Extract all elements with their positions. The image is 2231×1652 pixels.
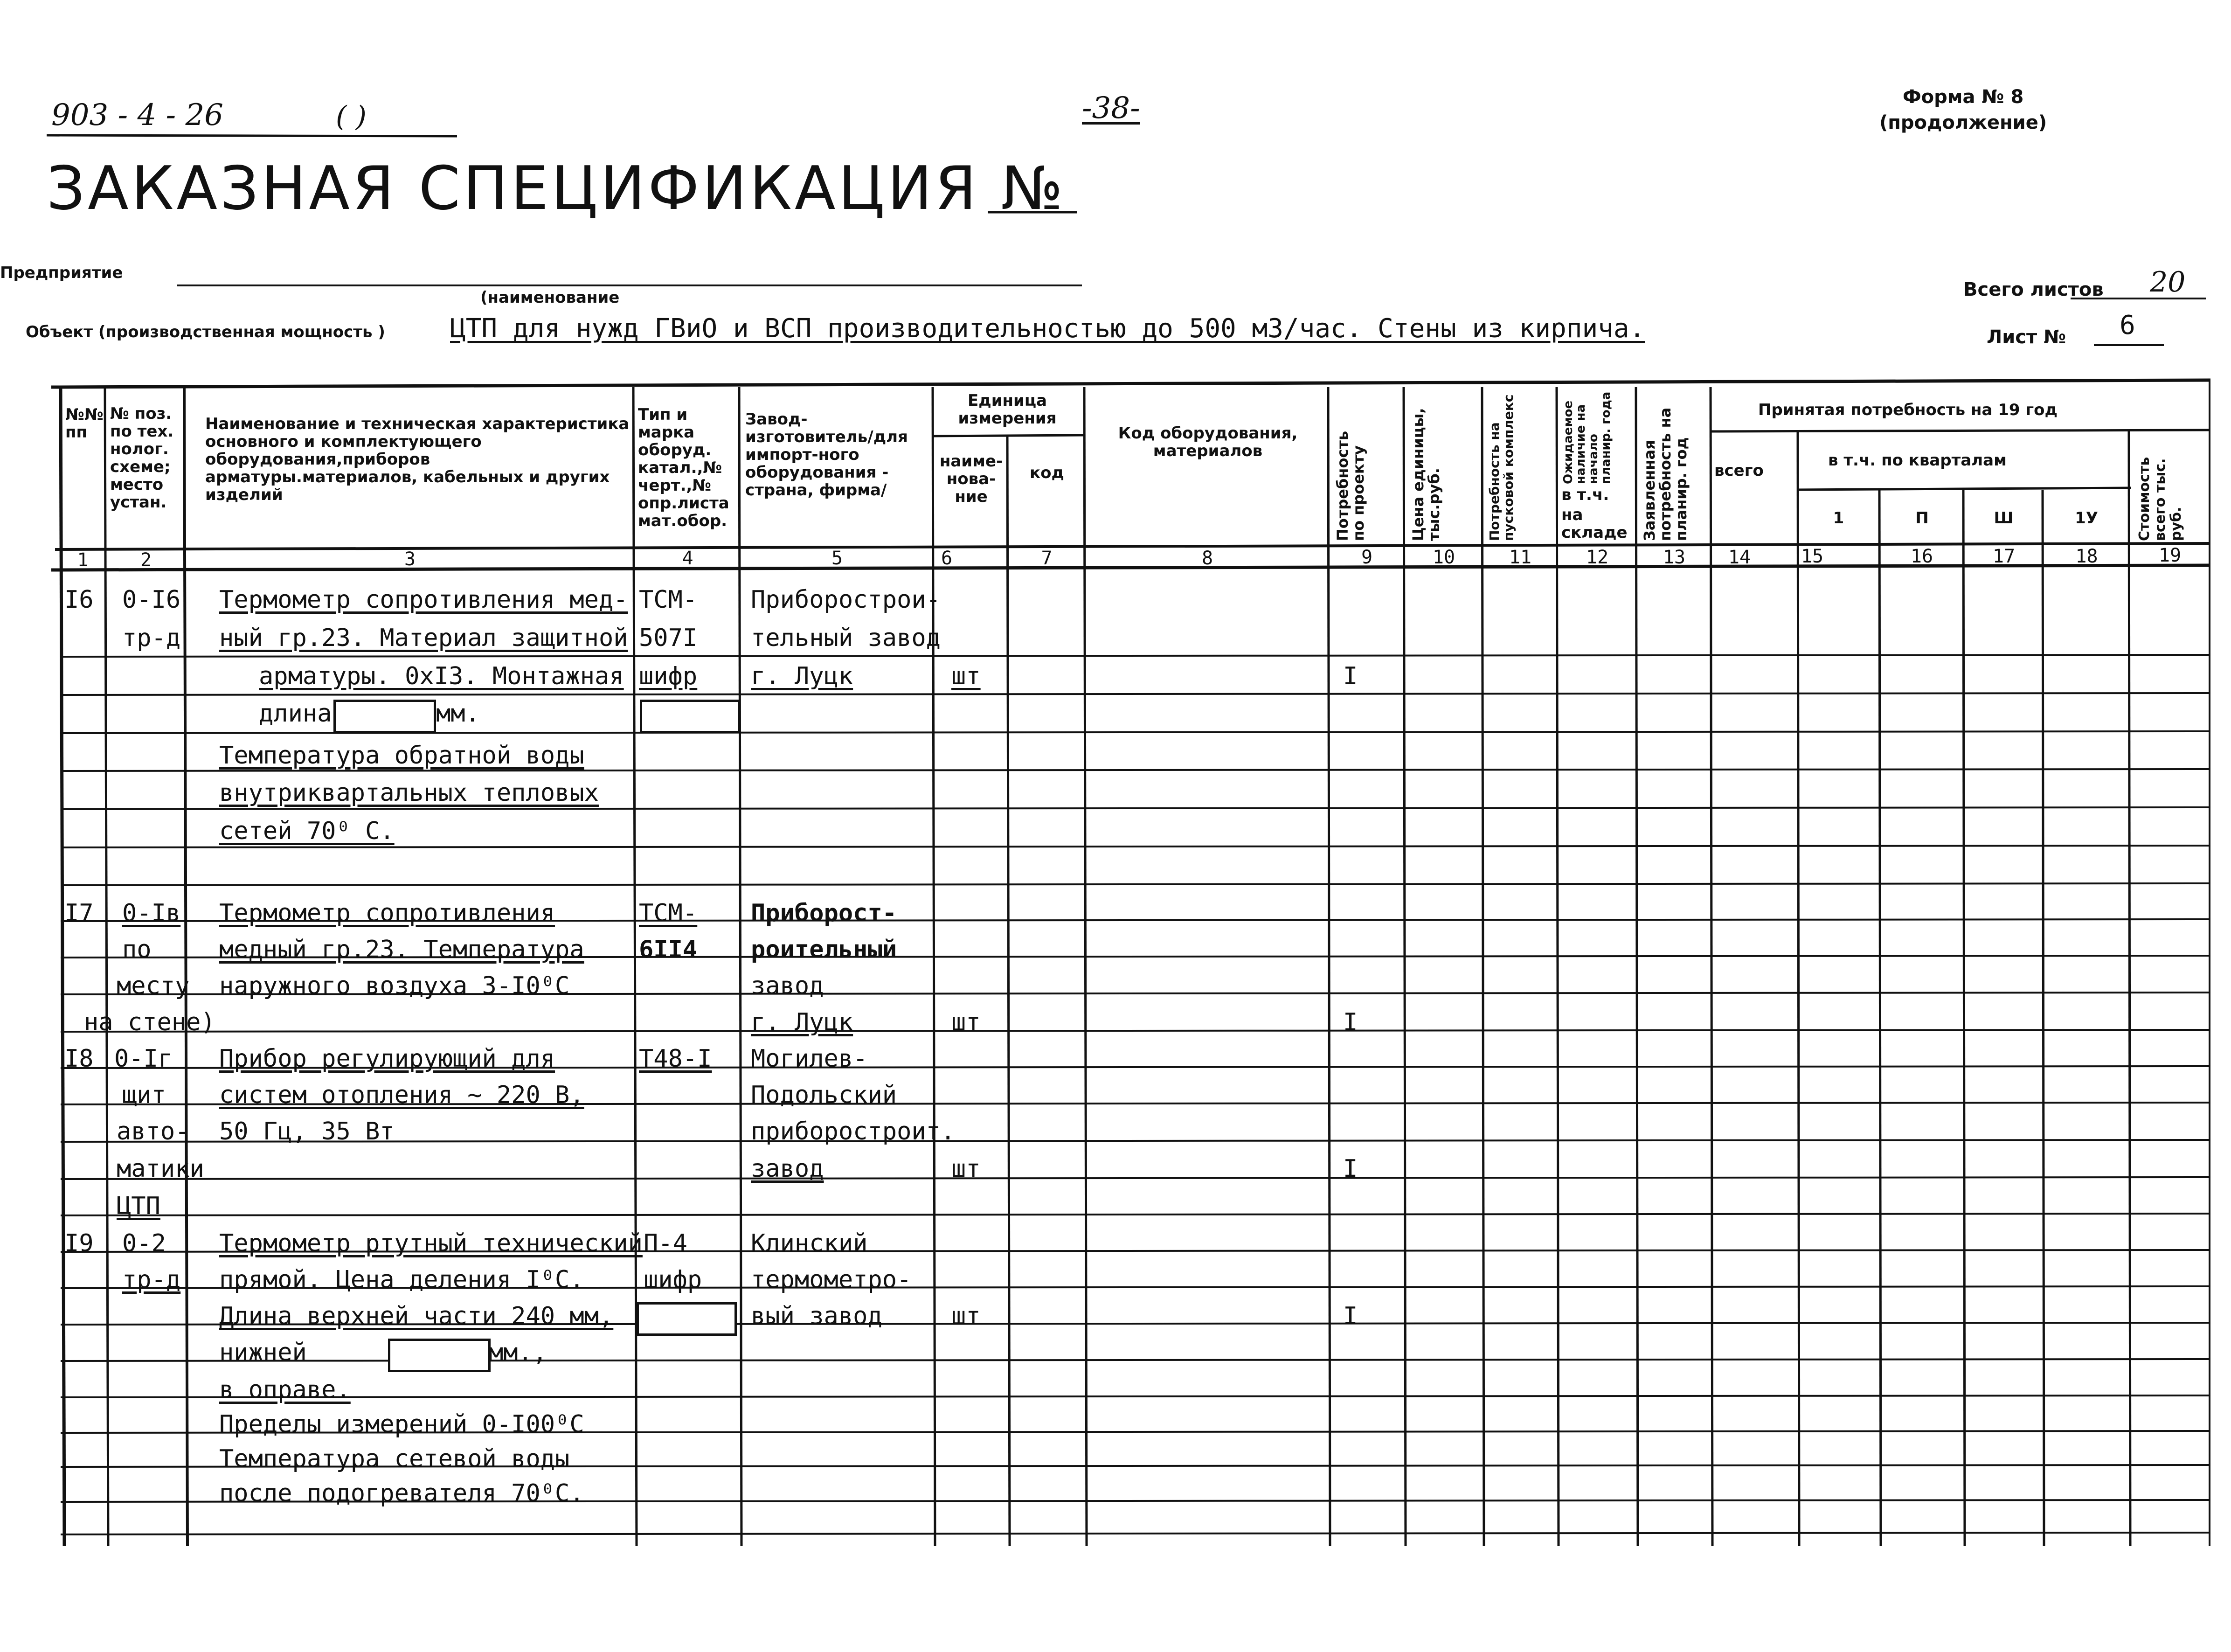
row16-maker: Приборострои- (751, 586, 941, 614)
col-header-2: № поз. по тех. нолог. схеме; место устан. (110, 405, 174, 511)
row17-num: I7 (64, 899, 94, 927)
col-number: 2 (140, 549, 152, 571)
doc-code: 903 - 4 - 26 (51, 98, 223, 132)
row17-type: ТСМ- (639, 899, 698, 927)
col-header-q4: 1У (2075, 509, 2098, 527)
row17-name: Термометр сопротивления (219, 899, 555, 927)
col-number: 9 (1361, 547, 1373, 568)
row18-name: систем отопления ~ 220 В, (219, 1081, 584, 1109)
row18-type: Т48-I (639, 1045, 712, 1073)
col-number: 8 (1201, 548, 1213, 569)
col-number: 12 (1586, 547, 1609, 568)
col-header-3: Наименование и техническая характеристика основного и комплектующего оборудования,приборов арматуры.материалов, кабельных и других изделий (205, 415, 630, 504)
row19-maker: термометро- (751, 1266, 912, 1294)
row17-qty: I (1343, 1008, 1358, 1036)
row18-pos: ЦТП (117, 1192, 160, 1220)
row16-name: ный гр.23. Материал защитной (219, 624, 628, 652)
col-number: 17 (1992, 546, 2016, 567)
col-header-10: Цена единицы, тыс.руб. (1409, 408, 1443, 541)
row17-maker: г. Луцк (751, 1008, 853, 1036)
object-label: Объект (производственная мощность ) (26, 323, 385, 341)
row16-name: Термометр сопротивления мед- (219, 586, 628, 614)
col-number: 1 (77, 549, 89, 571)
row18-maker: приборостроит. (751, 1118, 956, 1145)
row19-type: П-4 (644, 1229, 687, 1257)
row19-name: Температура сетевой воды (219, 1445, 570, 1473)
row19-num: I9 (64, 1229, 94, 1257)
row16-type: ТСМ- (639, 586, 698, 614)
col-header-8: Код оборудования, материалов (1118, 424, 1298, 460)
row19-qty: I (1343, 1302, 1358, 1330)
row16-name: внутриквартальных тепловых (219, 779, 599, 807)
row19-cipher-blank (637, 1302, 737, 1336)
col-number: 10 (1432, 547, 1455, 568)
col-header-12-top: Ожидаемое наличие на начало планир. года (1561, 391, 1613, 484)
col-header-14: всего (1714, 462, 1764, 479)
row19-unit: шт (951, 1302, 981, 1330)
row19-name: мм., (489, 1339, 547, 1367)
col-number: 14 (1728, 547, 1751, 568)
col-header-13: Заявленная потребность на планир. год (1641, 407, 1690, 541)
row19-name: нижней (219, 1339, 307, 1367)
row18-qty: I (1343, 1155, 1358, 1183)
sheet-value: 6 (2120, 310, 2135, 340)
form-sub: (продолжение) (1879, 112, 2047, 133)
sheet-label: Лист № (1987, 326, 2066, 348)
page-title: ЗАКАЗНАЯ СПЕЦИФИКАЦИЯ № (47, 154, 1066, 223)
col-number: 3 (404, 548, 416, 570)
col-number: 13 (1663, 547, 1686, 568)
row19-name: Термометр ртутный технический (219, 1229, 643, 1257)
col-header-19: Стоимость всего тыс. руб. (2136, 457, 2184, 541)
row19-name: Длина верхней части 240 мм, (219, 1302, 614, 1330)
col-number: 11 (1509, 547, 1532, 568)
row18-pos: матики (117, 1155, 204, 1183)
row18-unit: шт (951, 1155, 981, 1183)
row18-name: 50 Гц, 35 Вт (219, 1118, 395, 1145)
row16-num: I6 (64, 586, 94, 614)
row16-name: мм. (436, 700, 480, 728)
row19-pos: 0-2 (122, 1229, 166, 1257)
row18-maker: Подольский (751, 1081, 897, 1109)
row17-pos: на стене) (84, 1008, 215, 1036)
row17-maker: роительный (751, 936, 897, 964)
col-header-5: Завод-изготовитель/для импорт-ного оборудования - страна, фирма/ (745, 410, 908, 499)
row19-name: в оправе. (219, 1376, 351, 1404)
row16-name: арматуры. 0хI3. Монтажная (259, 662, 624, 690)
row17-name: наружного воздуха 3-I0⁰С (219, 972, 570, 1000)
col-header-9: Потребность по проекту (1334, 430, 1367, 541)
row18-maker: Могилев- (751, 1045, 868, 1073)
row19-maker: вый завод (751, 1302, 882, 1330)
row17-maker: завод (751, 972, 824, 1000)
col-header-q2: П (1915, 509, 1929, 527)
row16-pos: 0-I6 (122, 586, 181, 614)
row17-maker: Приборост- (751, 899, 897, 927)
col-number: 7 (1041, 548, 1053, 569)
row17-name: медный гр.23. Температура (219, 936, 584, 964)
row16-cipher-blank (640, 700, 740, 733)
row16-unit: шт (951, 662, 981, 690)
doc-code-paren: ( ) (336, 100, 367, 133)
row17-pos: по (122, 936, 152, 964)
total-sheets-label: Всего листов (1963, 279, 2104, 300)
row19-name: прямой. Цена деления I⁰С. (219, 1266, 584, 1294)
col-number: 6 (941, 548, 953, 569)
row16-name: длина (259, 700, 332, 728)
row17-type: 6II4 (639, 936, 698, 964)
col-number: 4 (682, 548, 693, 569)
col-number: 5 (831, 548, 843, 569)
row18-name: Прибор регулирующий для (219, 1045, 555, 1073)
object-text: ЦТП для нужд ГВиО и ВСП производительностью до 500 м3/час. Стены из кирпича. (450, 313, 1645, 344)
row18-pos: авто- (117, 1118, 190, 1145)
row16-type: 507I (639, 624, 698, 652)
page-number: -38- (1082, 91, 1140, 125)
col-header-12-bot: на складе (1561, 506, 1628, 541)
col-number: 15 (1801, 546, 1824, 567)
enterprise-label: Предприятие (0, 264, 123, 282)
col-header-11: Потребность на пусковой комплекс (1487, 394, 1516, 541)
col-header-12-mid: в т.ч. (1561, 486, 1609, 504)
col-header-7: код (1030, 464, 1064, 482)
row19-length-blank (388, 1339, 491, 1372)
row16-qty: I (1343, 662, 1358, 690)
row19-maker: Клинский (751, 1229, 868, 1257)
col-header-q1: 1 (1833, 509, 1844, 527)
col-header-1: №№ пп (65, 406, 104, 441)
row16-maker: тельный завод (751, 624, 941, 652)
row18-pos: 0-Iг (114, 1045, 173, 1073)
col-header-6: наиме-нова-ние (939, 452, 1003, 506)
row17-unit: шт (951, 1008, 981, 1036)
row19-name: Пределы измерений 0-I00⁰С (219, 1410, 584, 1438)
col-number: 16 (1910, 546, 1933, 567)
row16-maker: г. Луцк (751, 662, 853, 690)
row18-maker: завод (751, 1155, 824, 1183)
col-header-quarters-group: в т.ч. по кварталам (1828, 451, 2007, 469)
col-header-unit-group: Единица измерения (958, 392, 1057, 427)
col-number: 19 (2158, 545, 2182, 566)
row19-pos: тр-д (122, 1266, 181, 1294)
row16-name: сетей 70⁰ С. (219, 817, 395, 845)
row18-pos: щит (122, 1081, 166, 1109)
col-header-4: Тип и марка оборуд. катал.,№ черт.,№ опр.листа мат.обор. (638, 406, 729, 530)
naming-label: (наименование (480, 288, 620, 307)
row17-pos: месту (117, 972, 190, 1000)
row19-name: после подогревателя 70⁰С. (219, 1479, 584, 1507)
col-header-accepted-group: Принятая потребность на 19 год (1758, 401, 2058, 419)
form-label: Форма № 8 (1903, 86, 2024, 108)
total-sheets-value: 20 (2150, 266, 2186, 298)
row19-type: шифр (644, 1266, 702, 1294)
row16-type: шифр (639, 662, 698, 690)
row18-num: I8 (64, 1045, 94, 1073)
row16-length-blank (333, 700, 436, 733)
col-number: 18 (2075, 546, 2098, 567)
row16-name: Температура обратной воды (219, 742, 584, 770)
row17-pos: 0-Iв (122, 899, 181, 927)
col-header-q3: Ш (1994, 509, 2014, 527)
row16-pos: тр-д (122, 624, 181, 652)
